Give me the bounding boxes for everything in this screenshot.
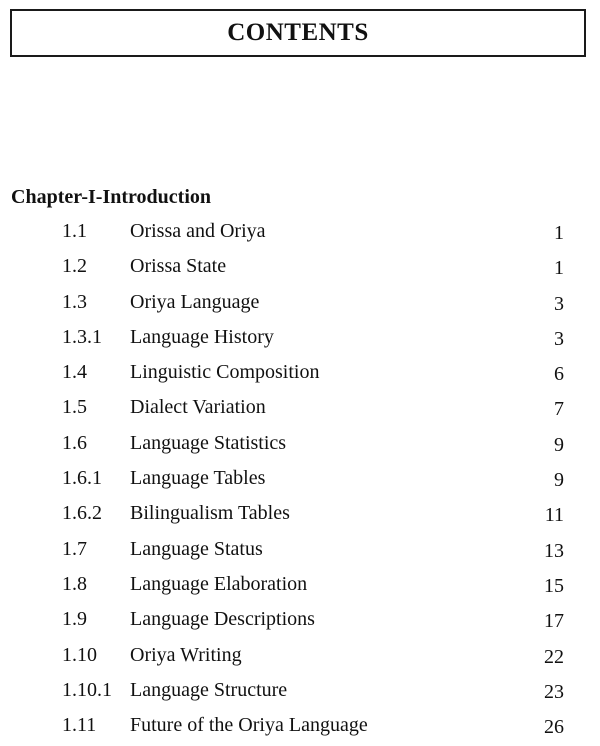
entry-number: 1.9	[62, 608, 87, 631]
entry-page: 3	[554, 327, 564, 350]
toc-entry	[0, 675, 600, 710]
toc-entry	[0, 534, 600, 569]
entry-number: 1.8	[62, 572, 87, 595]
toc-entry	[0, 463, 600, 498]
entry-title: Language Status	[130, 537, 263, 560]
toc-entry	[0, 428, 600, 463]
entry-title: Dialect Variation	[130, 396, 266, 419]
entry-page: 7	[554, 398, 564, 421]
entry-page: 13	[544, 539, 564, 562]
entry-title: Linguistic Composition	[130, 361, 320, 384]
entry-title: Oriya Writing	[130, 643, 242, 666]
entry-page: 3	[554, 292, 564, 315]
toc-entry	[0, 604, 600, 639]
entry-title: Orissa and Oriya	[130, 220, 266, 242]
toc-entry	[0, 357, 600, 392]
page-title: CONTENTS	[227, 19, 369, 46]
toc-entry	[0, 216, 600, 251]
entry-number: 1.11	[62, 714, 97, 737]
toc-entry	[0, 640, 600, 675]
entry-page: 1	[554, 222, 564, 244]
entry-number: 1.6.1	[62, 467, 102, 490]
entry-page: 17	[544, 610, 564, 633]
entry-title: Bilingualism Tables	[130, 502, 290, 525]
entry-title: Oriya Language	[130, 290, 260, 313]
entry-number: 1.3	[62, 290, 87, 313]
entry-number: 1.10.1	[62, 678, 112, 701]
entry-number: 1.5	[62, 396, 87, 419]
entry-title: Language Structure	[130, 678, 288, 701]
entry-number: 1.6.2	[62, 502, 102, 525]
entry-page: 1	[554, 257, 564, 280]
entry-page: 11	[544, 504, 564, 527]
toc-entry	[0, 569, 600, 604]
entry-title: Language History	[130, 325, 274, 348]
entry-page: 9	[554, 433, 564, 456]
entry-number: 1.4	[62, 361, 87, 384]
entry-title: Future of the Oriya Language	[130, 714, 368, 737]
toc-entry	[0, 287, 600, 322]
contents-title-box	[10, 9, 586, 57]
entry-number: 1.6	[62, 431, 87, 454]
entry-title: Language Elaboration	[130, 572, 308, 595]
entry-number: 1.3.1	[62, 325, 102, 348]
entry-page: 23	[544, 680, 564, 703]
entry-number: 1.10	[62, 643, 97, 666]
entry-number: 1.1	[62, 220, 87, 242]
entry-page: 15	[544, 574, 564, 597]
entry-page: 6	[554, 363, 564, 386]
toc-list	[0, 216, 600, 745]
entry-page: 26	[544, 716, 564, 739]
toc-entry	[0, 322, 600, 357]
toc-entry	[0, 392, 600, 427]
entry-title: Language Statistics	[130, 431, 287, 454]
entry-number: 1.2	[62, 255, 87, 278]
toc-entry	[0, 251, 600, 286]
entry-number: 1.7	[62, 537, 87, 560]
entry-title: Language Tables	[130, 467, 266, 490]
toc-entry	[0, 498, 600, 533]
entry-page: 22	[544, 645, 564, 668]
entry-page: 9	[554, 469, 564, 492]
chapter-heading: Chapter-I-Introduction	[11, 186, 212, 208]
toc-entry	[0, 710, 600, 745]
entry-title: Orissa State	[130, 255, 227, 278]
entry-title: Language Descriptions	[130, 608, 315, 631]
